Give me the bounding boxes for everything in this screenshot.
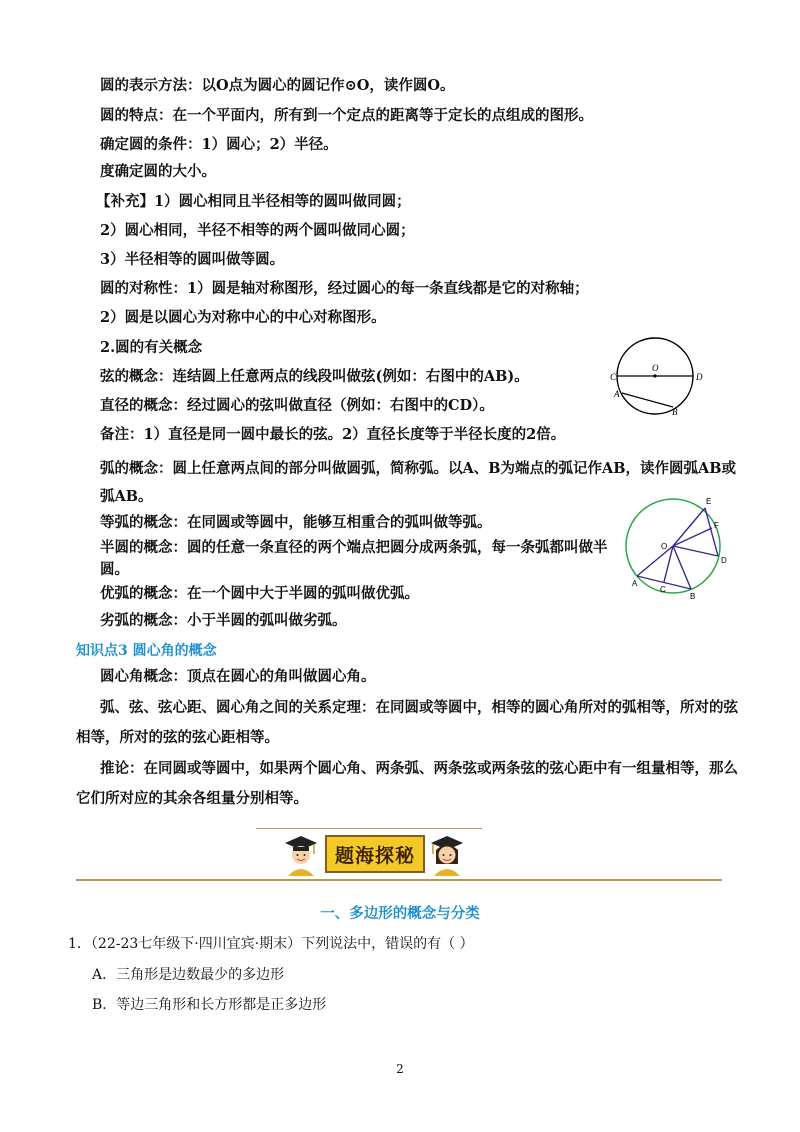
text-line-central-angle: 圆心角概念：顶点在圆心的角叫做圆心角。 (100, 668, 376, 685)
label-c2: C (660, 585, 666, 594)
text-line-symmetry-2: 2）圆是以圆心为对称中心的中心对称图形。 (100, 309, 386, 326)
text-line-supplement-2: 2）圆心相同，半径不相等的两个圆叫做同心圆； (100, 222, 415, 239)
label-b: B (672, 407, 678, 417)
banner-title: 题海探秘 (325, 835, 425, 873)
question-1-option-b: B．等边三角形和长方形都是正多边形 (92, 997, 327, 1013)
text-line-size: 度确定圆的大小。 (100, 163, 216, 180)
text-line-semicircle-cont: 圆。 (100, 561, 129, 578)
arc-triangles-figure (618, 492, 738, 604)
text-line-related-concepts: 2.圆的有关概念 (100, 339, 203, 356)
text-line-major-arc: 优弧的概念：在一个圆中大于半圆的弧叫做优弧。 (100, 585, 419, 602)
section-title: 知识点3 圆心角的概念 (76, 643, 217, 659)
label-a2: A (632, 579, 638, 588)
circle-chord-figure (608, 335, 720, 420)
label-d2: D (721, 556, 727, 565)
text-line-arc-cont: 弧AB。 (100, 488, 153, 505)
text-line-equal-arc: 等弧的概念：在同圆或等圆中，能够互相重合的弧叫做等弧。 (100, 514, 492, 531)
text-line-supplement-1: 【补充】1）圆心相同且半径相等的圆叫做同圆； (96, 193, 411, 210)
label-e: E (706, 497, 712, 506)
text-line-minor-arc: 劣弧的概念：小于半圆的弧叫做劣弧。 (100, 612, 347, 629)
category-title: 一、多边形的概念与分类 (320, 905, 480, 922)
label-f: F (714, 521, 719, 530)
question-1-text: 1．（22-23七年级下·四川宜宾·期末）下列说法中，错误的有（ ） (68, 936, 474, 952)
text-line-remark: 备注：1）直径是同一圆中最长的弦。2）直径长度等于半径长度的2倍。 (100, 426, 566, 443)
text-line-feature: 圆的特点：在一个平面内，所有到一个定点的距离等于定长的点组成的图形。 (100, 107, 593, 124)
text-line-chord: 弦的概念：连结圆上任意两点的线段叫做弦(例如：右图中的AB)。 (100, 368, 529, 385)
graduate-girl-icon (429, 834, 465, 876)
graduate-boy-icon (283, 834, 319, 876)
text-line-theorem-cont: 相等，所对的弦的弦心距相等。 (76, 729, 279, 746)
label-a: A (614, 389, 620, 399)
label-b2: B (690, 592, 696, 601)
text-line-diameter: 直径的概念：经过圆心的弦叫做直径（例如：右图中的CD）。 (100, 397, 494, 414)
banner-bottom-rule (76, 879, 722, 881)
label-d: D (696, 372, 703, 382)
label-o: O (652, 363, 659, 373)
label-c: C (610, 372, 617, 382)
text-line-conditions: 确定圆的条件：1）圆心；2）半径。 (100, 136, 338, 153)
text-line-notation: 圆的表示方法：以O点为圆心的圆记作⊙O，读作圆O。 (100, 77, 455, 94)
label-o2: O (661, 542, 668, 551)
text-line-theorem: 弧、弦、弦心距、圆心角之间的关系定理：在同圆或等圆中，相等的圆心角所对的弧相等，所对的弦 (100, 699, 738, 716)
text-line-corollary: 推论：在同圆或等圆中，如果两个圆心角、两条弧、两条弦或两条弦的弦心距中有一组量相等，那么 (100, 760, 738, 777)
banner-top-rule (256, 828, 482, 829)
text-line-semicircle: 半圆的概念：圆的任意一条直径的两个端点把圆分成两条弧，每一条弧都叫做半 (100, 539, 608, 556)
text-line-corollary-cont: 它们所对应的其余各组量分别相等。 (76, 790, 308, 807)
page-number: 2 (396, 1062, 404, 1076)
text-line-supplement-3: 3）半径相等的圆叫做等圆。 (100, 251, 285, 268)
text-line-symmetry-1: 圆的对称性：1）圆是轴对称图形，经过圆心的每一条直线都是它的对称轴； (100, 280, 589, 297)
question-1-option-a: A．三角形是边数最少的多边形 (92, 967, 285, 983)
text-line-arc: 弧的概念：圆上任意两点间的部分叫做圆弧，简称弧。以A、B为端点的弧记作AB，读作圆弧AB或 (100, 460, 737, 477)
